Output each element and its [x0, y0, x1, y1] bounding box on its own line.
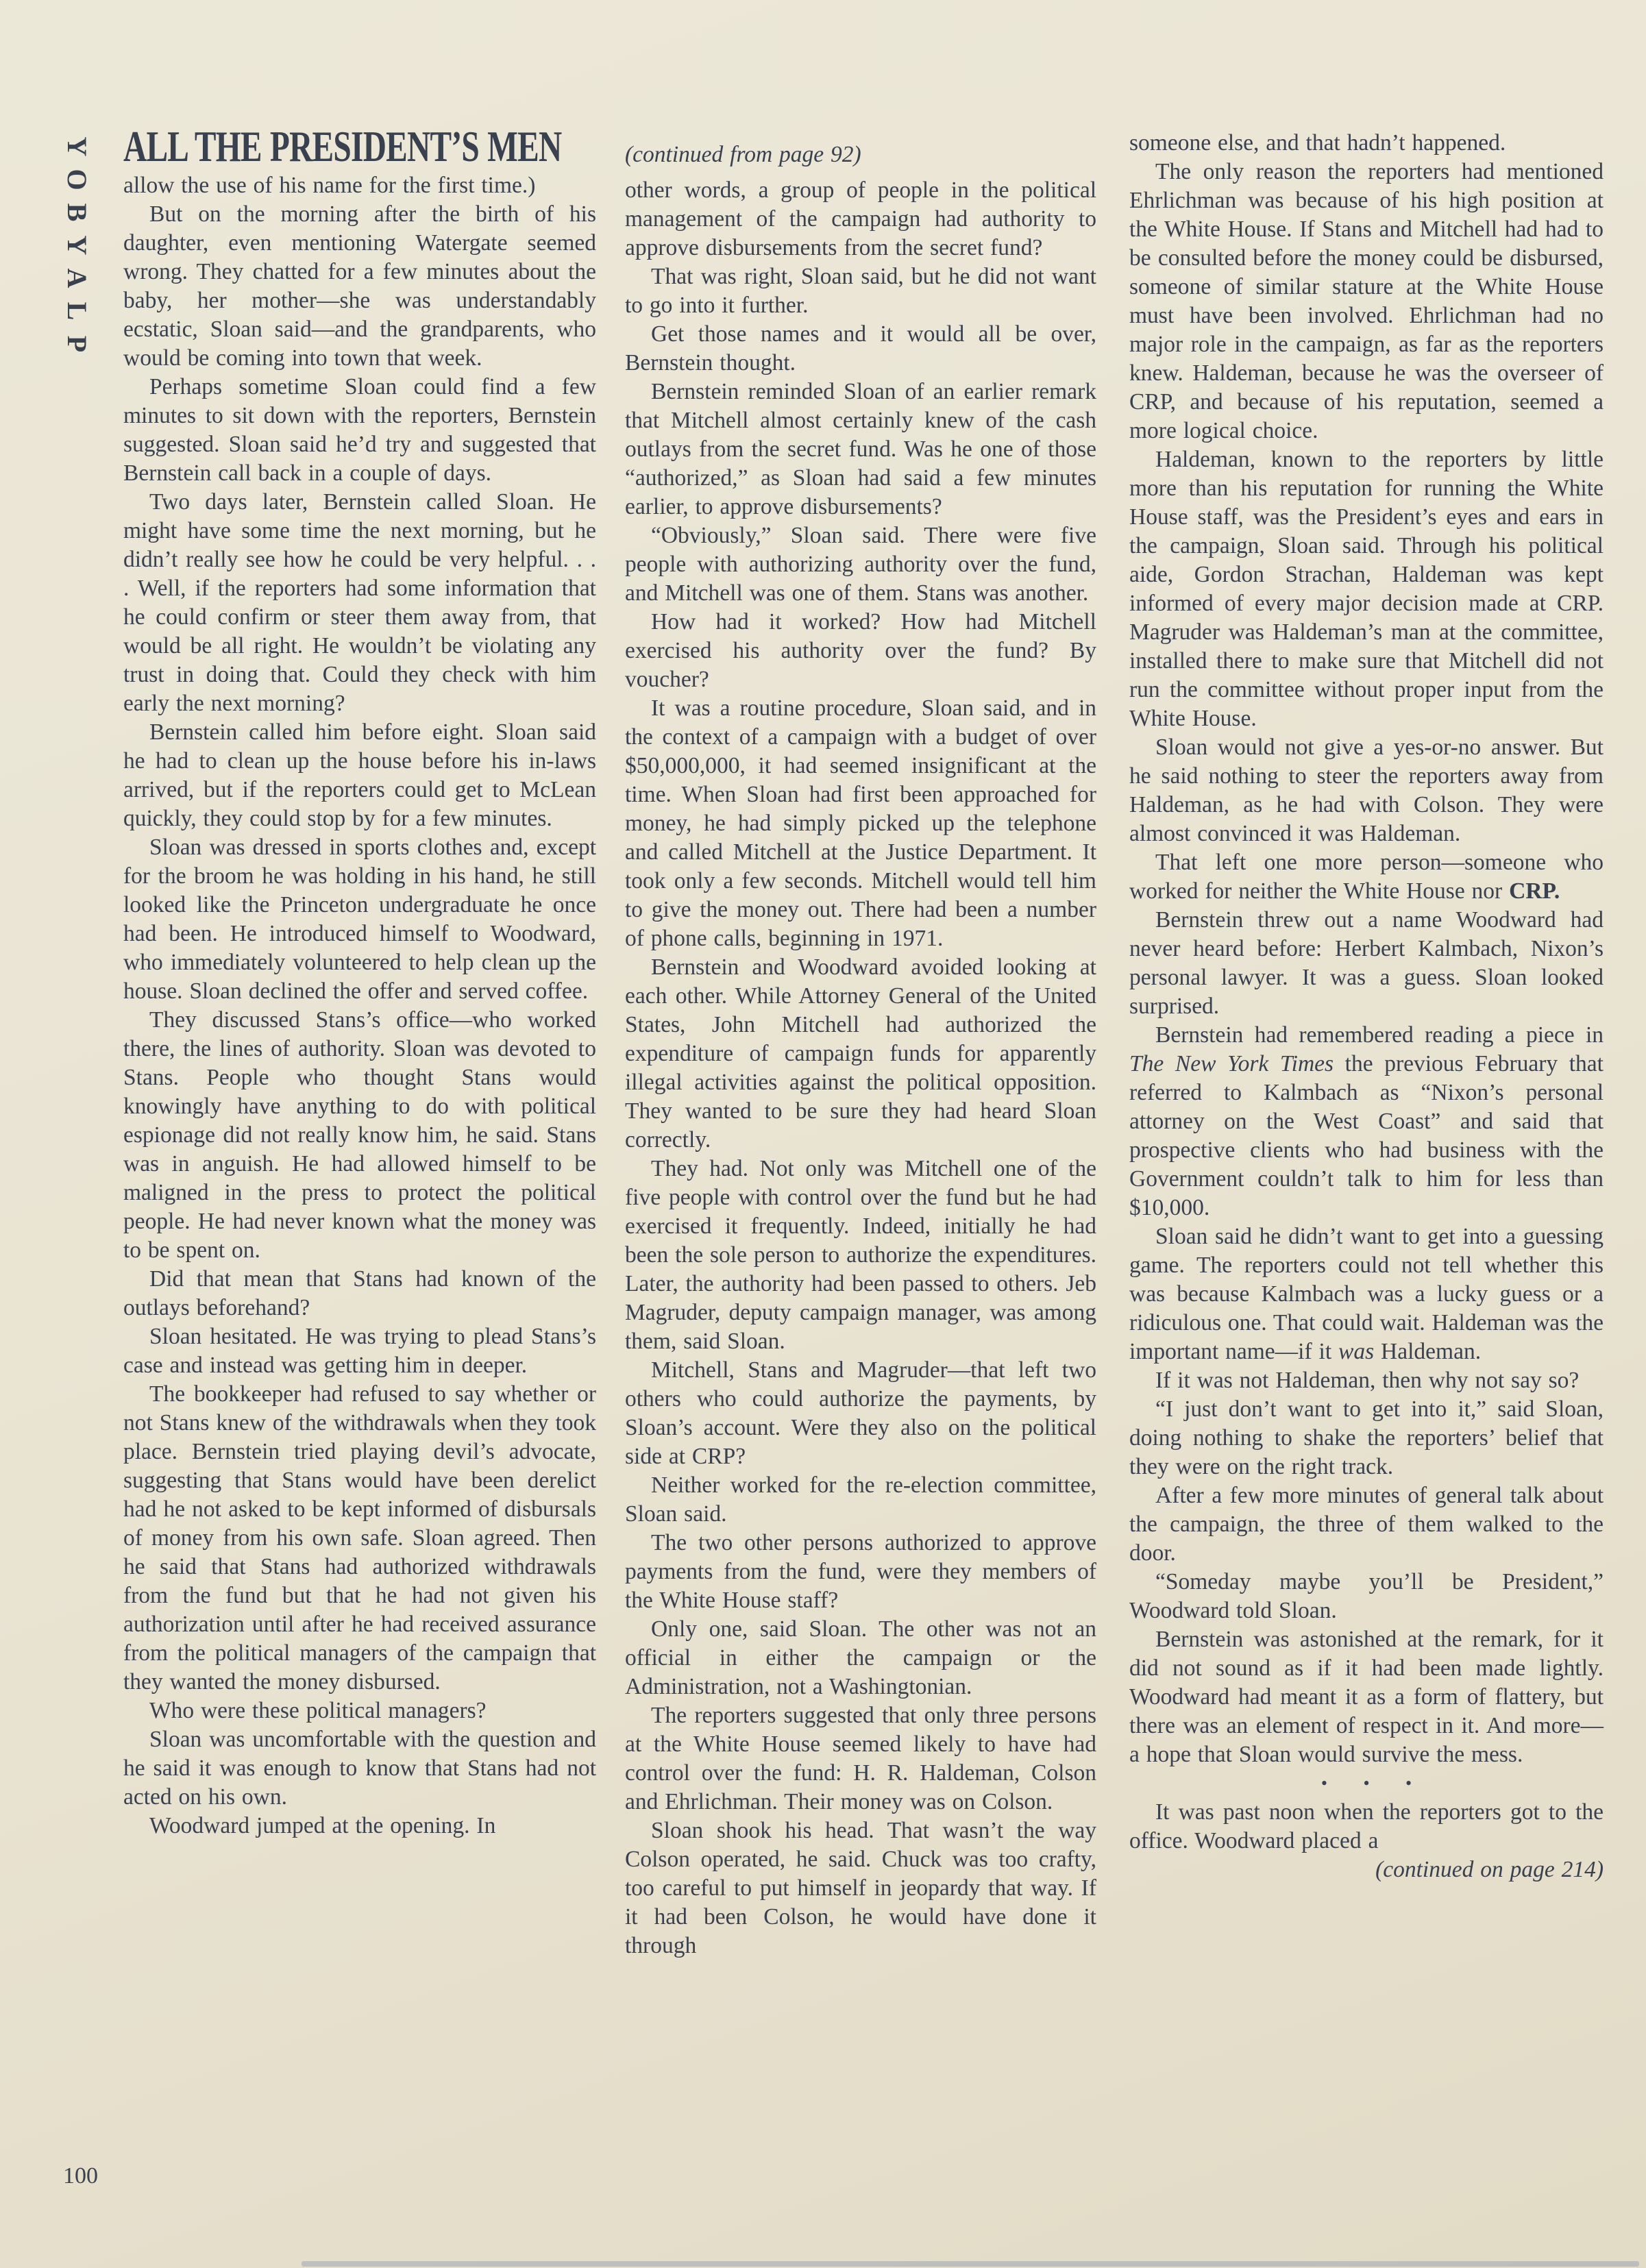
playboy-masthead: [60, 130, 93, 360]
paragraph: Neither worked for the re-election committee, Sloan said.: [625, 1472, 1096, 1527]
masthead-letter: L: [62, 301, 93, 321]
masthead-letter: Y: [62, 235, 93, 256]
paragraph: Sloan was dressed in sports clothes and, except for the broom he was holding in his hand, he still looked like the Princeton undergraduate he once had been. He introduced himself to Woodward, who immediately volunteered to help clean up the house. Sloan declined the offer and served coffee.: [123, 835, 596, 1004]
masthead-letter: Y: [62, 136, 93, 157]
paragraph: “I just don’t want to get into it,” said Sloan, doing nothing to shake the reporters’ belief that they were on the right track.: [1129, 1396, 1604, 1479]
masthead-letter: P: [62, 335, 93, 353]
paragraph: Only one, said Sloan. The other was not an official in either the campaign or the Administration, not a Washingtonian.: [625, 1616, 1096, 1699]
paragraph: They had. Not only was Mitchell one of the five people with control over the fund but he had exercised it frequently. Indeed, initially he had been the sole person to authorize the expenditures. Later, the authority had been passed to others. Jeb Magruder, deputy campaign manager, was among them, said Sloan.: [625, 1156, 1096, 1354]
paragraph: allow the use of his name for the first time.): [123, 173, 536, 198]
paragraph: They discussed Stans’s office—who worked there, the lines of authority. Sloan was devoted to Stans. People who thought Stans would knowingly have anything to do with political espionage did not really know him, he said. Stans was in anguish. He had allowed himself to be maligned in the press to protect the political people. He had never known what the money was to be spent on.: [123, 1007, 596, 1263]
paragraph: Get those names and it would all be over, Bernstein thought.: [625, 321, 1096, 375]
paragraph: The bookkeeper had refused to say whether or not Stans knew of the withdrawals when they took place. Bernstein tried playing devil’s advocate, suggesting that Stans would have been derelict had he not asked to be kept informed of disbursals of money from his own safe. Sloan agreed. Then he said that Stans had authorized withdrawals from the fund but that he had not given his authorization until after he had received assurance from the political managers of the campaign that they wanted the money disbursed.: [123, 1381, 596, 1694]
paragraph: That left one more person—someone who worked for neither the White House nor CRP.: [1129, 850, 1604, 904]
paragraph: Bernstein reminded Sloan of an earlier remark that Mitchell almost certainly knew of the cash outlays from the secret fund. Was he one of those “authorized,” as Sloan had said a few minutes earlier, to approve disbursements?: [625, 379, 1096, 519]
paragraph: “Obviously,” Sloan said. There were five people with authorizing authority over the fund, and Mitchell was one of them. Stans was another.: [625, 523, 1096, 606]
paragraph: But on the morning after the birth of his daughter, even mentioning Watergate seemed wrong. They chatted for a few minutes about the baby, her mother—she was understandably ecstatic, Sloan said—and the grandparents, who would be coming into town that week.: [123, 201, 596, 371]
paragraph: Bernstein was astonished at the remark, for it did not sound as if it had been made lightly. Woodward had meant it as a form of flattery, but there was an element of respect in it. And more—a hope that Sloan would survive the mess.: [1129, 1627, 1604, 1767]
paragraph: Haldeman, known to the reporters by little more than his reputation for running the White House staff, was the President’s eyes and ears in the campaign, Sloan said. Through his political aide, Gordon Strachan, Haldeman was kept informed of every major decision made at CRP. Magruder was Haldeman’s man at the committee, installed there to make sure that Mitchell did not run the committee without proper input from the White House.: [1129, 447, 1604, 731]
paragraph: If it was not Haldeman, then why not say so?: [1155, 1368, 1580, 1393]
paragraph: The only reason the reporters had mentioned Ehrlichman was because of his high position at the White House. If Stans and Mitchell had had to be consulted before the money could be disbursed, someone of similar stature at the White House must have been involved. Ehrlichman had no major role in the campaign, as far as the reporters knew. Haldeman, because he was the overseer of CRP, and because of his reputation, seemed a more logical choice.: [1129, 159, 1604, 443]
page-number: 100: [63, 2163, 98, 2189]
paragraph: Perhaps sometime Sloan could find a few minutes to sit down with the reporters, Bernstein suggested. Sloan said he’d try and suggested that Bernstein call back in a couple of days.: [123, 374, 596, 486]
paragraph: It was a routine procedure, Sloan said, and in the context of a campaign with a budget of over $50,000,000, it had seemed insignificant at the time. When Sloan had first been approached for money, he had simply picked up the telephone and called Mitchell at the Justice Department. It took only a few seconds. Mitchell would tell him to give the money out. There had been a number of phone calls, beginning in 1971.: [625, 695, 1096, 951]
paragraph: Mitchell, Stans and Magruder—that left two others who could authorize the payments, by Sloan’s account. Were they also on the political side at CRP?: [625, 1357, 1096, 1469]
paragraph: someone else, and that hadn’t happened.: [1129, 130, 1506, 156]
paragraph: Bernstein called him before eight. Sloan said he had to clean up the house before his in-laws arrived, but if the reporters could get to McLean quickly, they could stop by for a few minutes.: [123, 719, 596, 831]
paragraph: It was past noon when the reporters got to the office. Woodward placed a: [1129, 1799, 1604, 1853]
paragraph: The reporters suggested that only three persons at the White House seemed likely to have had control over the fund: H. R. Haldeman, Colson and Ehrlichman. Their money was on Colson.: [625, 1703, 1096, 1814]
section-separator: • • •: [1321, 1773, 1412, 1793]
paragraph: Bernstein had remembered reading a piece in The New York Times the previous February that referred to Kalmbach as “Nixon’s personal attorney on the West Coast” and said that prospective clients who had business with the Government couldn’t talk to him for less than $10,000.: [1129, 1022, 1604, 1220]
paragraph: Bernstein threw out a name Woodward had never heard before: Herbert Kalmbach, Nixon’s personal lawyer. It was a guess. Sloan looked surprised.: [1129, 907, 1604, 1019]
paragraph: Sloan hesitated. He was trying to plead Stans’s case and instead was getting him in deeper.: [123, 1324, 596, 1378]
paragraph: other words, a group of people in the political management of the campaign had authority to approve disbursements from the secret fund?: [625, 177, 1096, 260]
article-title: ALL THE PRESIDENT’S MEN: [123, 122, 562, 171]
paragraph: Woodward jumped at the opening. In: [149, 1813, 496, 1838]
paragraph: Sloan shook his head. That wasn’t the way Colson operated, he said. Chuck was too crafty, too careful to put himself in jeopardy that way. If it had been Colson, he would have done it through: [625, 1818, 1096, 1958]
paragraph: Two days later, Bernstein called Sloan. He might have some time the next morning, but he didn’t really see how he could be very helpful. . . . Well, if the reporters had some information that he could confirm or steer them away from, that would be all right. He wouldn’t be violating any trust in doing that. Could they check with him early the next morning?: [123, 489, 596, 716]
scan-edge-strip: [302, 2261, 1639, 2267]
masthead-letter: O: [62, 169, 93, 190]
paragraph: Who were these political managers?: [149, 1698, 487, 1723]
paragraph: After a few more minutes of general talk about the campaign, the three of them walked to the door.: [1129, 1483, 1604, 1566]
text-column-1: [123, 122, 596, 1840]
paragraph: How had it worked? How had Mitchell exercised his authority over the fund? By voucher?: [625, 609, 1096, 692]
paragraph: Bernstein and Woodward avoided looking at each other. While Attorney General of the United States, John Mitchell had authorized the expenditure of campaign funds for apparently illegal activities against the political opposition. They wanted to be sure they had heard Sloan correctly.: [625, 954, 1096, 1153]
paragraph: Sloan said he didn’t want to get into a guessing game. The reporters could not tell whether this was because Kalmbach was a lucky guess or a ridiculous one. That could wait. Haldeman was the important name—if it was Haldeman.: [1129, 1224, 1604, 1364]
continuation-note: (continued on page 214): [1375, 1857, 1604, 1882]
paragraph: That was right, Sloan said, but he did not want to go into it further.: [625, 264, 1096, 318]
text-column-2: [625, 140, 1096, 1960]
paragraph: Sloan would not give a yes-or-no answer. But he said nothing to steer the reporters away from Haldeman, as he had with Colson. They were almost convinced it was Haldeman.: [1129, 735, 1604, 846]
paragraph: Sloan was uncomfortable with the question and he said it was enough to know that Stans had not acted on his own.: [123, 1727, 596, 1810]
paragraph: Did that mean that Stans had known of the outlays beforehand?: [123, 1266, 596, 1320]
masthead-letter: B: [62, 203, 93, 222]
masthead-letter: A: [62, 268, 93, 288]
text-column-3: [1129, 129, 1604, 1884]
paragraph: “Someday maybe you’ll be President,” Woodward told Sloan.: [1129, 1569, 1604, 1623]
paragraph: The two other persons authorized to approve payments from the fund, were they members of the White House staff?: [625, 1530, 1096, 1613]
continuation-note: (continued from page 92): [625, 142, 861, 167]
